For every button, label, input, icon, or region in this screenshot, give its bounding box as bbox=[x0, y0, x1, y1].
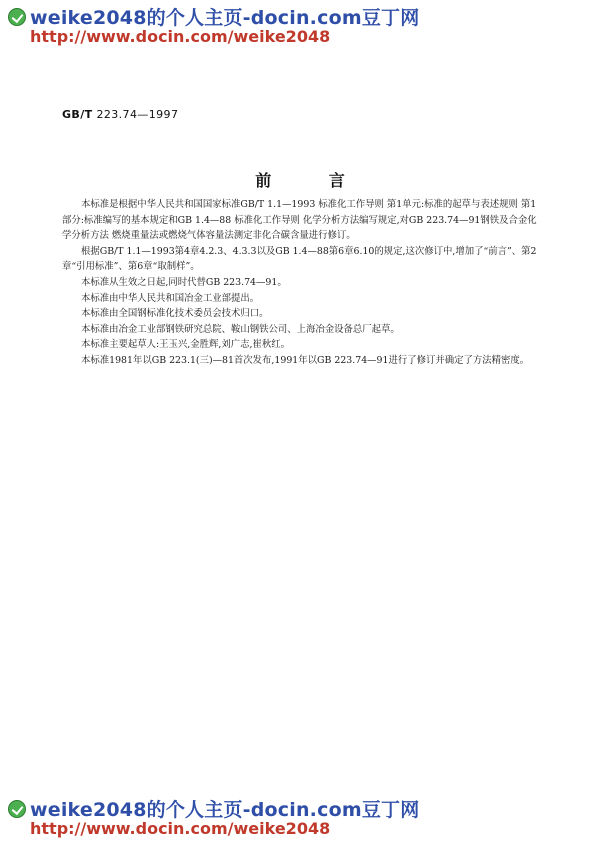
watermark-url[interactable]: http://www.docin.com/weike2048 bbox=[30, 819, 331, 838]
paragraph: 本标准1981年以GB 223.1(三)—81首次发布,1991年以GB 223.74—91进行了修订并确定了方法精密度。 bbox=[81, 354, 530, 366]
watermark-site-text: weike2048的个人主页-docin.com豆丁网 bbox=[30, 799, 420, 821]
standard-code bbox=[62, 108, 178, 121]
watermark-footer bbox=[0, 792, 600, 848]
paragraph: 本标准由全国钢标准化技术委员会技术归口。 bbox=[81, 308, 269, 320]
paragraph: 根据GB/T 1.1—1993第4章4.2.3、4.3.3以及GB 1.4—88第6章6.10的规定,这次修订中,增加了“前言”、第2章“引用标准”、第6章“取制样”。 bbox=[62, 245, 537, 273]
paragraph: 本标准从生效之日起,同时代替GB 223.74—91。 bbox=[81, 276, 287, 288]
page-title: 前 言 bbox=[255, 171, 371, 190]
docin-logo-icon bbox=[8, 8, 26, 26]
standard-number: 223.74—1997 bbox=[96, 108, 179, 121]
docin-logo-icon bbox=[8, 800, 26, 818]
watermark-url[interactable]: http://www.docin.com/weike2048 bbox=[30, 27, 331, 46]
watermark-site-text: weike2048的个人主页-docin.com豆丁网 bbox=[30, 7, 420, 29]
watermark-header bbox=[0, 0, 600, 56]
paragraph: 本标准由中华人民共和国冶金工业部提出。 bbox=[81, 292, 260, 304]
standard-prefix: GB/T bbox=[62, 108, 93, 121]
paragraph: 本标准由冶金工业部钢铁研究总院、鞍山钢铁公司、上海冶金设备总厂起草。 bbox=[81, 323, 400, 335]
foreword-body bbox=[62, 197, 540, 369]
paragraph: 本标准主要起草人:王玉兴,金胜辉,刘广志,崔秋红。 bbox=[81, 339, 290, 351]
paragraph: 本标准是根据中华人民共和国国家标准GB/T 1.1—1993 标准化工作导则 第1单元:标准的起草与表述规则 第1部分:标准编写的基本规定和GB 1.4—88 标准化工作导则 化学分析方法编写规定,对GB 223.74—91钢铁及合金化学分析方法 燃烧重量法或燃烧气体容量法测定非化合碳含量进行修订。 bbox=[62, 199, 537, 242]
